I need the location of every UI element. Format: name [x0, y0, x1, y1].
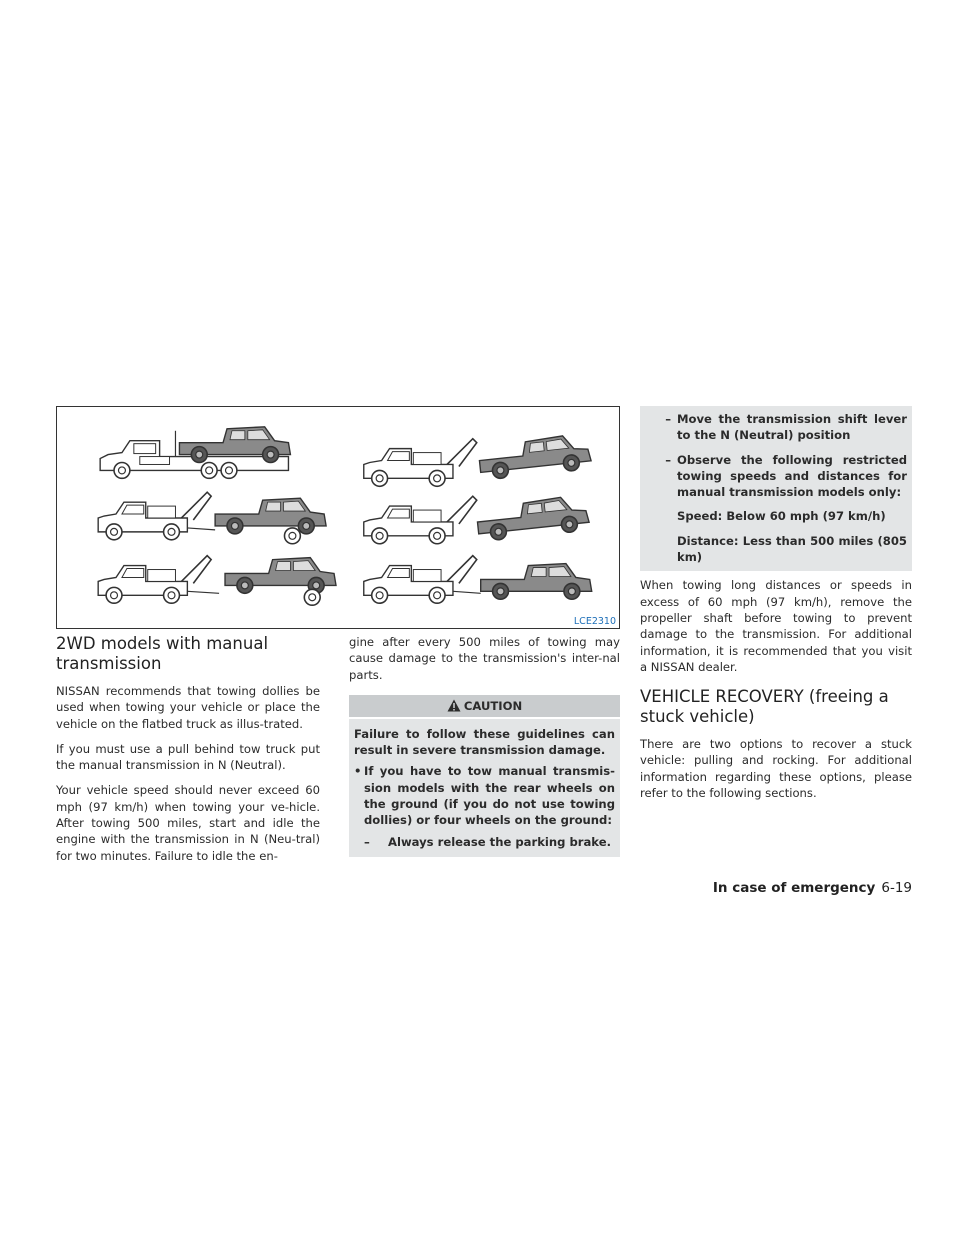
- column-2: [349, 634, 620, 857]
- figure-id: LCE2310: [573, 616, 616, 627]
- caution-title: CAUTION: [463, 698, 523, 713]
- column-1: [56, 634, 320, 873]
- towing-illustration: [56, 406, 620, 629]
- paragraph: gine after every 500 miles of towing may cause damage to the transmission's inter-nal parts.: [349, 635, 620, 682]
- paragraph: If you must use a pull behind tow truck put the manual transmission in N (Neutral).: [56, 741, 320, 773]
- caution-header: [349, 695, 620, 717]
- column-3: [640, 406, 912, 810]
- distance-limit: Distance: Less than 500 miles (805 km): [677, 533, 907, 565]
- page-footer: [713, 880, 912, 896]
- caution-dash-item: – Observe the following restricted towing speeds and distances for manual transmission models only:: [645, 452, 907, 501]
- caution-intro: Failure to follow these guidelines can result in severe transmission damage.: [354, 726, 615, 758]
- paragraph: There are two options to recover a stuck vehicle: pulling and rocking. For additional information regarding these options, please refer to the following sections.: [640, 737, 912, 801]
- warning-icon: [447, 699, 461, 712]
- footer-section-title: In case of emergency: [712, 880, 876, 896]
- caution-bullet: • If you have to tow manual transmis-sion models with the rear wheels on the ground (if you do not use towing dollies) or four wheels on the ground:: [354, 764, 615, 828]
- caution-body: [349, 719, 620, 857]
- caution-continued: [640, 406, 912, 571]
- page-number: 6-19: [881, 880, 912, 896]
- section-heading-vehicle-recovery: VEHICLE RECOVERY (freeing a stuck vehicle): [640, 687, 889, 727]
- speed-limit: Speed: Below 60 mph (97 km/h): [677, 509, 886, 524]
- caution-dash-item: – Move the transmission shift lever to the N (Neutral) position: [645, 411, 907, 444]
- section-heading-2wd: 2WD models with manual transmission: [56, 634, 269, 673]
- paragraph: NISSAN recommends that towing dollies be used when towing your vehicle or place the vehicle on the flatbed truck as illus-trated.: [56, 684, 320, 731]
- bullet-mark: •: [354, 764, 362, 779]
- dash-mark: –: [665, 452, 671, 467]
- dash-mark: –: [364, 834, 370, 849]
- dash-mark: –: [665, 412, 671, 426]
- caution-dash-item: – Always release the parking brake.: [354, 834, 615, 850]
- paragraph: When towing long distances or speeds in excess of 60 mph (97 km/h), remove the propeller shaft before towing to prevent damage to the transmission. For additional information, it is recommended that you visit a NISSAN dealer.: [640, 578, 912, 674]
- towing-methods-drawing: [57, 407, 619, 628]
- paragraph: Your vehicle speed should never exceed 60 mph (97 km/h) when towing your ve-hicle. After towing 500 miles, start and idle the engine with the transmission in N (Neu-tral) for two minutes. Failure to idle the en-: [56, 783, 320, 863]
